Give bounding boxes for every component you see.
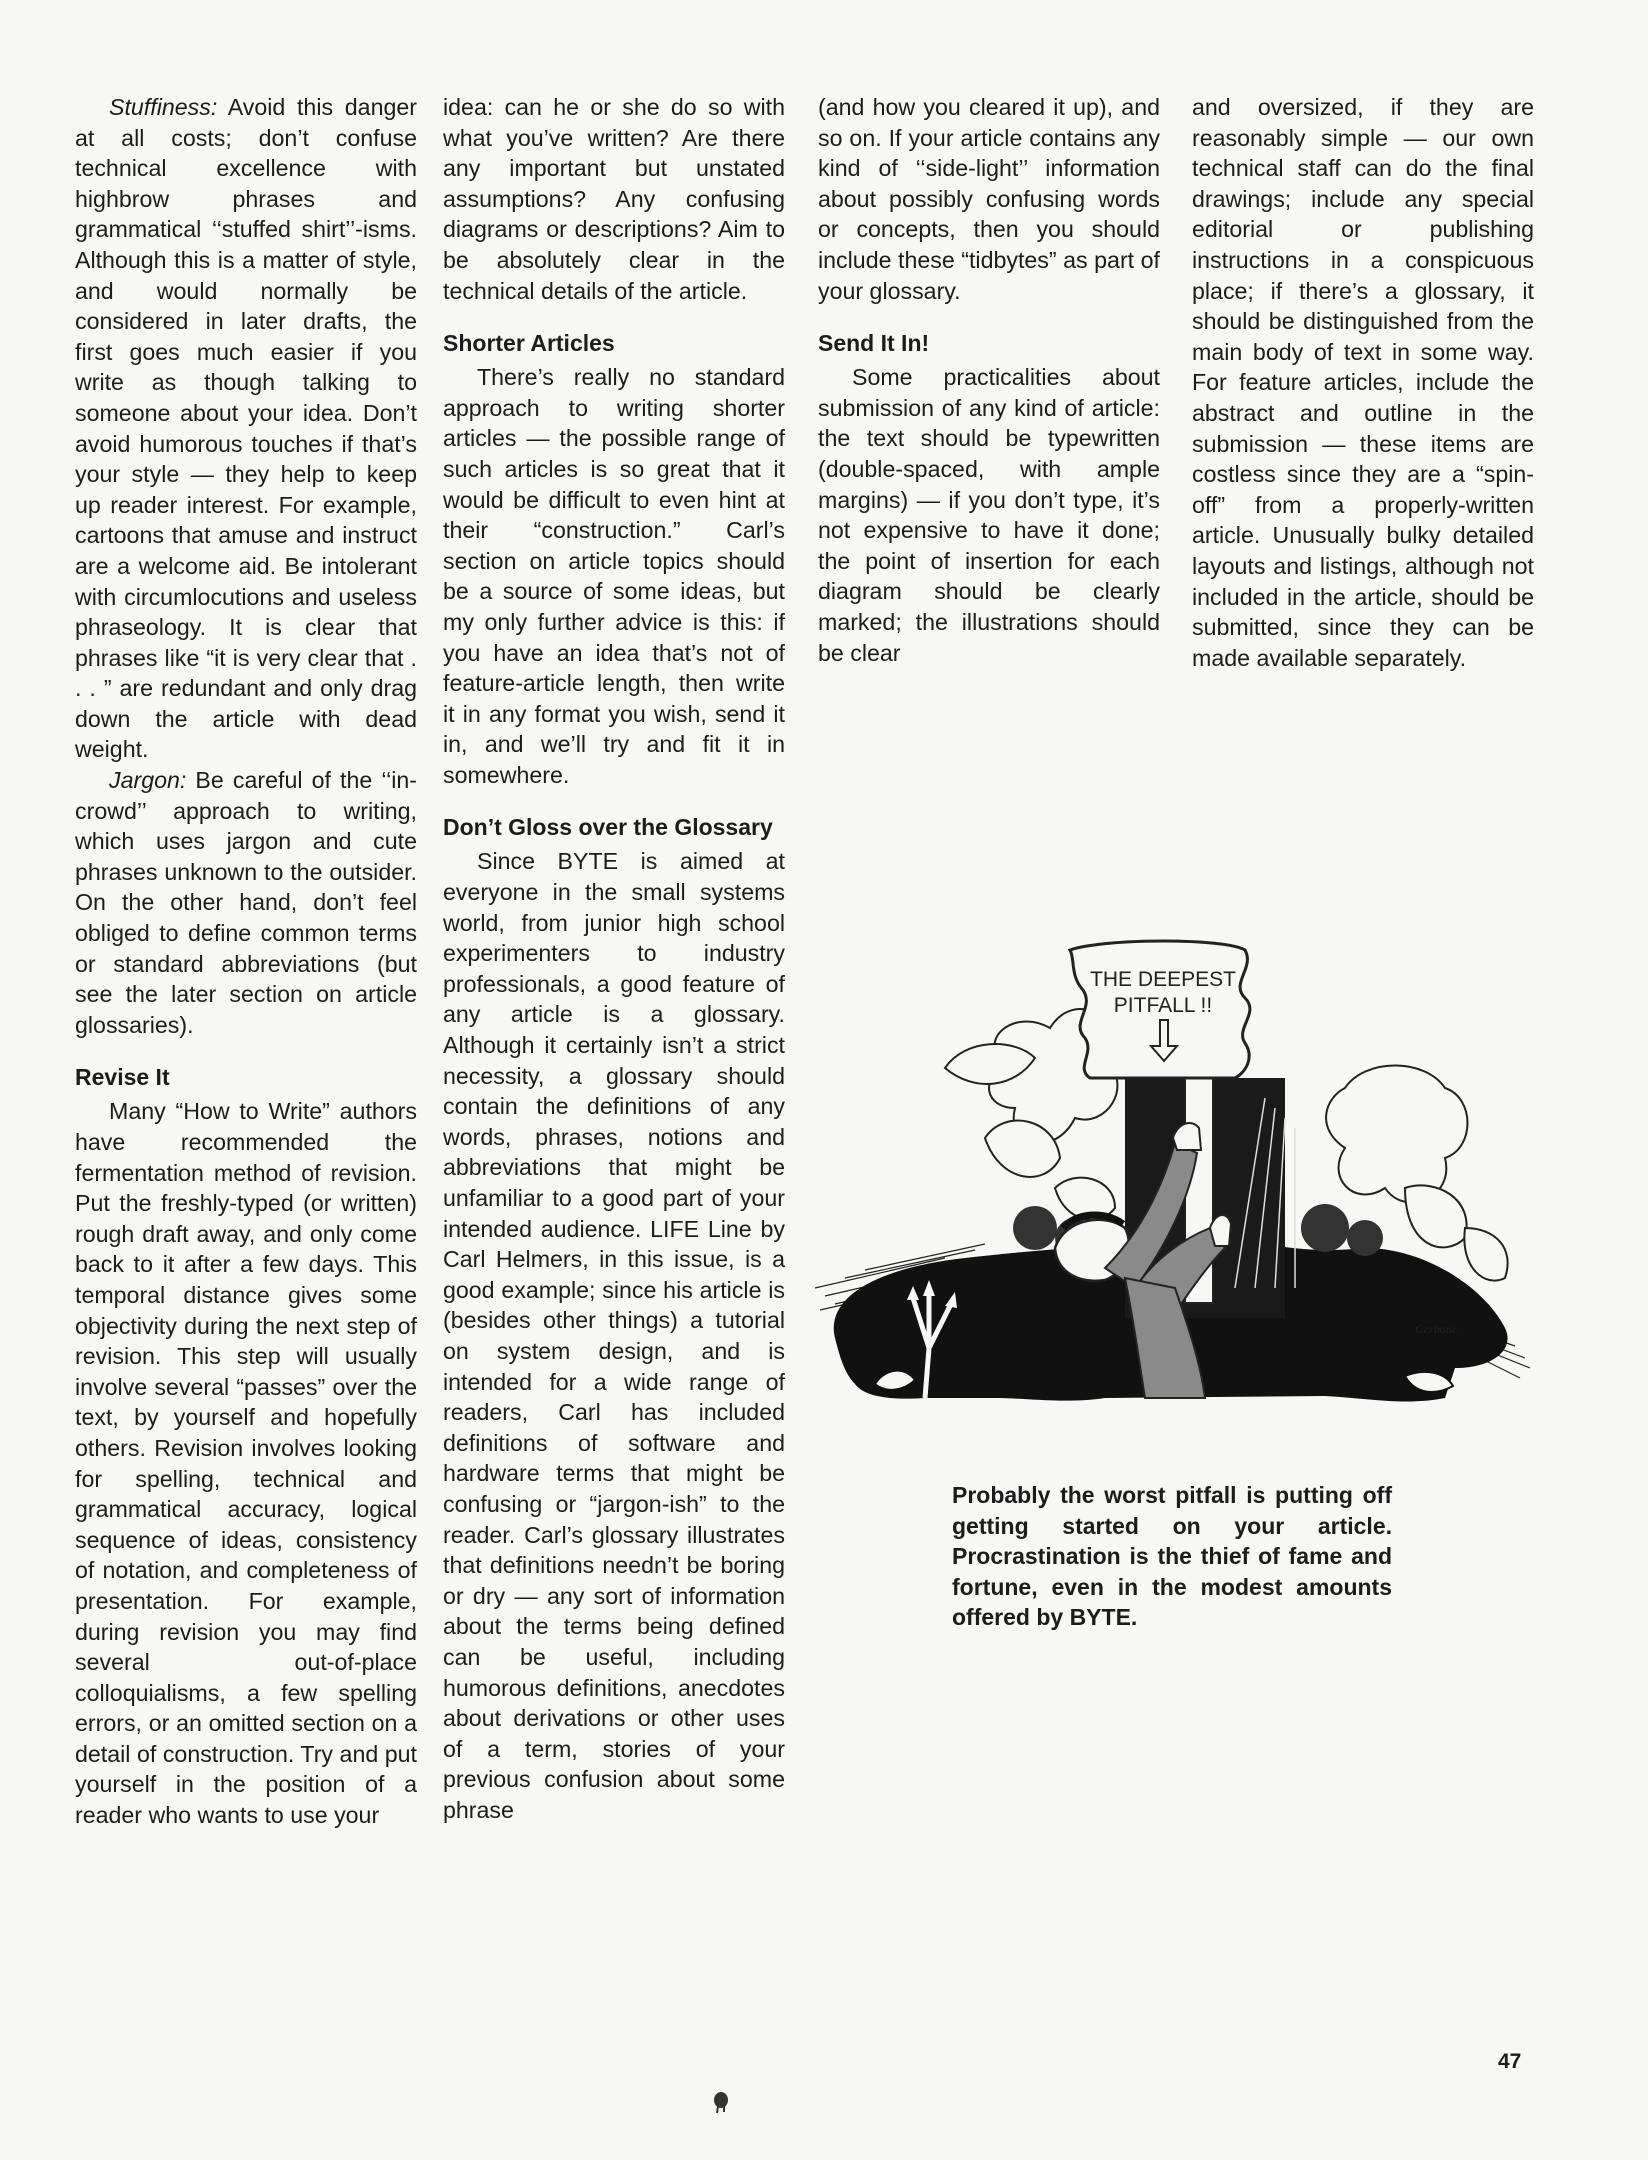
heading-shorter-articles: Shorter Articles (443, 330, 615, 357)
lead-stuffiness: Stuffiness: (109, 94, 218, 120)
heading-revise-it: Revise It (75, 1064, 170, 1091)
paragraph-send-it-in: Some practicalities about submission of any kind of article: the text should be typewritten (double-spaced, with ample margins) — if you don’t type, it’s not expensive to have it done; the point of insertion for each diagram should be clearly marked; the illustrations should be clear (818, 364, 1160, 666)
paragraph-text: Be careful of the ‘‘in-crowd’’ approach to writing, which uses jargon and cute phrases unknown to the outsider. On the other hand, don’t feel obliged to define common terms or standard abbreviations (but see the later section on article glossaries). (75, 767, 417, 1038)
paragraph-glossary: Since BYTE is aimed at everyone in the small systems world, from junior high school experimenters to industry professionals, a good feature of any article is a glossary. Although it certainly isn’t a strict necessity, a glossary should contain the definitions of any words, phrases, notions and abbreviations that might be unfamiliar to a good part of your intended audience. LIFE Line by Carl Helmers, in this issue, is a good example; since his article is (besides other things) a tutorial on system design, and is intended for a wide range of readers, Carl has included definitions of software and hardware terms that might be confusing or “jargon-ish” to the reader. Carl’s glossary illustrates that definitions needn’t be boring or dry — any sort of information about the terms being defined can be useful, including humorous definitions, anecdotes about derivations or other uses of a term, stories of your previous confusion about some phrase (443, 848, 785, 1823)
paragraph-stuffiness (75, 92, 417, 765)
heading-glossary: Don’t Gloss over the Glossary (443, 814, 773, 841)
sign-text-line2: PITFALL !! (1113, 994, 1213, 1017)
paragraph-jargon (75, 765, 417, 1040)
cartoon-caption: Probably the worst pitfall is putting off getting started on your article. Procrastination is the thief of fame and fortune, even in the modest amounts offered by BYTE. (952, 1482, 1392, 1630)
column-3 (818, 92, 1160, 668)
paragraph-text: Avoid this danger at all costs; don’t confuse technical excellence with highbrow phrases and grammatical ‘‘stuffed shirt’’-isms. Although this is a matter of style, and would normally be considered in later drafts, the first goes much easier if you write as though talking to someone about your idea. Don’t avoid humorous touches if that’s your style — they help to keep up reader interest. For example, cartoons that amuse and instruct are a welcome aid. Be intolerant with circumlocutions and useless phraseology. It is clear that phrases like “it is very clear that . . . ” are redundant and only drag down the article with dead weight. (75, 94, 417, 763)
paragraph-continuation: (and how you cleared it up), and so on. If your article contains any kind of ‘‘side-light’’ information about possibly confusing words or concepts, then you should include these “tidbytes” as part of your glossary. (818, 94, 1160, 304)
heading-send-it-in: Send It In! (818, 330, 930, 357)
sign-text-line1: THE DEEPEST (1090, 968, 1236, 991)
lead-jargon: Jargon: (109, 767, 187, 794)
column-2 (443, 92, 785, 1825)
paragraph-shorter-articles: There’s really no standard approach to writing shorter articles — the possible range of such articles is so great that it would be difficult to even hint at their “construction.” Carl’s section on article topics should be a source of some ideas, but my only further advice is this: if you have an idea that’s not of feature-article length, then write it in any format you wish, send it in, and we’ll try and fit it in somewhere. (443, 364, 785, 788)
artist-signature: Gerbone (1415, 1322, 1457, 1336)
paragraph-revise: Many “How to Write” authors have recommended the fermentation method of revision. Put the freshly-typed (or written) rough draft away, and only come back to it after a few days. This temporal distance gives some objectivity during the next step of revision. This step will usually involve several “passes” over the text, by yourself and hopefully others. Revision involves looking for spelling, technical and grammatical accuracy, logical sequence of ideas, consistency of notation, and completeness of presentation. For example, during revision you may find several out-of-place colloquialisms, a few spelling errors, or an omitted section on a detail of construction. Try and put yourself in the position of a reader who wants to use your (75, 1098, 417, 1829)
paragraph-continuation: idea: can he or she do so with what you’ve written? Are there any important but unstated assumptions? Any confusing diagrams or descriptions? Aim to be absolutely clear in the technical details of the article. (443, 94, 785, 304)
cartoon-illustration (805, 928, 1535, 1438)
column-4 (1192, 92, 1534, 673)
bug-icon (712, 2090, 730, 2114)
page-number: 47 (1498, 2050, 1522, 2073)
column-1 (75, 92, 417, 1831)
paragraph-continuation: and oversized, if they are reasonably simple — our own technical staff can do the final drawings; include any special editorial or publishing instructions in a conspicuous place; if there’s a glossary, it should be distinguished from the main body of text in some way. For feature articles, include the abstract and outline in the submission — these items are costless since they are a “spin-off” from a properly-written article. Unusually bulky detailed layouts and listings, although not included in the article, should be submitted, since they can be made available separately. (1192, 94, 1534, 671)
